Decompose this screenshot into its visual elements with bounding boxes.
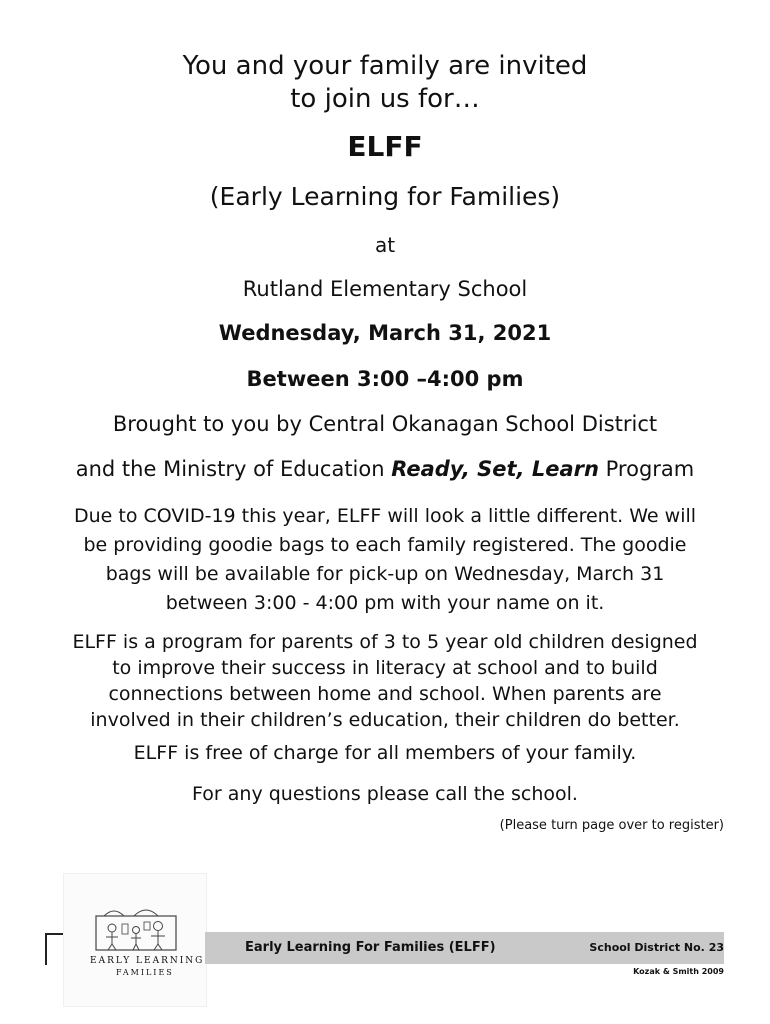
about-line: ELFF is a program for parents of 3 to 5 year old children designed	[72, 631, 698, 653]
footer-program-name: Early Learning For Families (ELFF)	[245, 940, 496, 955]
covid-line: Due to COVID-19 this year, ELFF will look a little different. We will	[73, 505, 697, 527]
school-name: Rutland Elementary School	[242, 277, 528, 301]
program-name: Ready, Set, Learn	[391, 457, 599, 481]
about-line: connections between home and school. When parents are	[108, 683, 662, 705]
about-line: to improve their success in literacy at school and to build	[112, 657, 658, 679]
footer-credit: Kozak & Smith 2009	[633, 967, 724, 976]
elff-logo	[63, 873, 207, 1007]
covid-paragraph	[40, 502, 730, 618]
covid-line: between 3:00 - 4:00 pm with your name on it.	[165, 592, 605, 614]
event-date: Wednesday, March 31, 2021	[218, 321, 552, 345]
footer-district: School District No. 23	[589, 941, 724, 954]
free-of-charge-text: ELFF is free of charge for all members of your family.	[133, 742, 637, 764]
questions-text: For any questions please call the school.	[192, 783, 578, 805]
invite-line-2: to join us for…	[290, 84, 480, 114]
ministry-line	[0, 457, 770, 481]
district-emblem-icon	[45, 933, 63, 965]
ministry-suffix: Program	[598, 457, 695, 481]
page-title: ELFF	[347, 130, 423, 163]
subtitle: (Early Learning for Families)	[209, 182, 561, 211]
at-text: at	[374, 233, 396, 257]
covid-line: bags will be available for pick-up on Wednesday, March 31	[105, 563, 665, 585]
logo-text-line-1: EARLY LEARNING	[90, 956, 205, 966]
event-time: Between 3:00 –4:00 pm	[246, 367, 524, 391]
about-paragraph	[40, 629, 730, 733]
turn-page-note: (Please turn page over to register)	[499, 818, 724, 833]
invite-line-1: You and your family are invited	[182, 51, 588, 81]
ministry-prefix: and the Ministry of Education	[75, 457, 392, 481]
about-line: involved in their children’s education, their children do better.	[90, 709, 680, 731]
family-drawing-icon	[94, 904, 180, 954]
covid-line: be providing goodie bags to each family registered. The goodie	[83, 534, 687, 556]
footer-bar	[205, 932, 724, 964]
logo-text-line-2: FAMILIES	[116, 968, 174, 977]
brought-by-line: Brought to you by Central Okanagan School District	[112, 412, 658, 436]
